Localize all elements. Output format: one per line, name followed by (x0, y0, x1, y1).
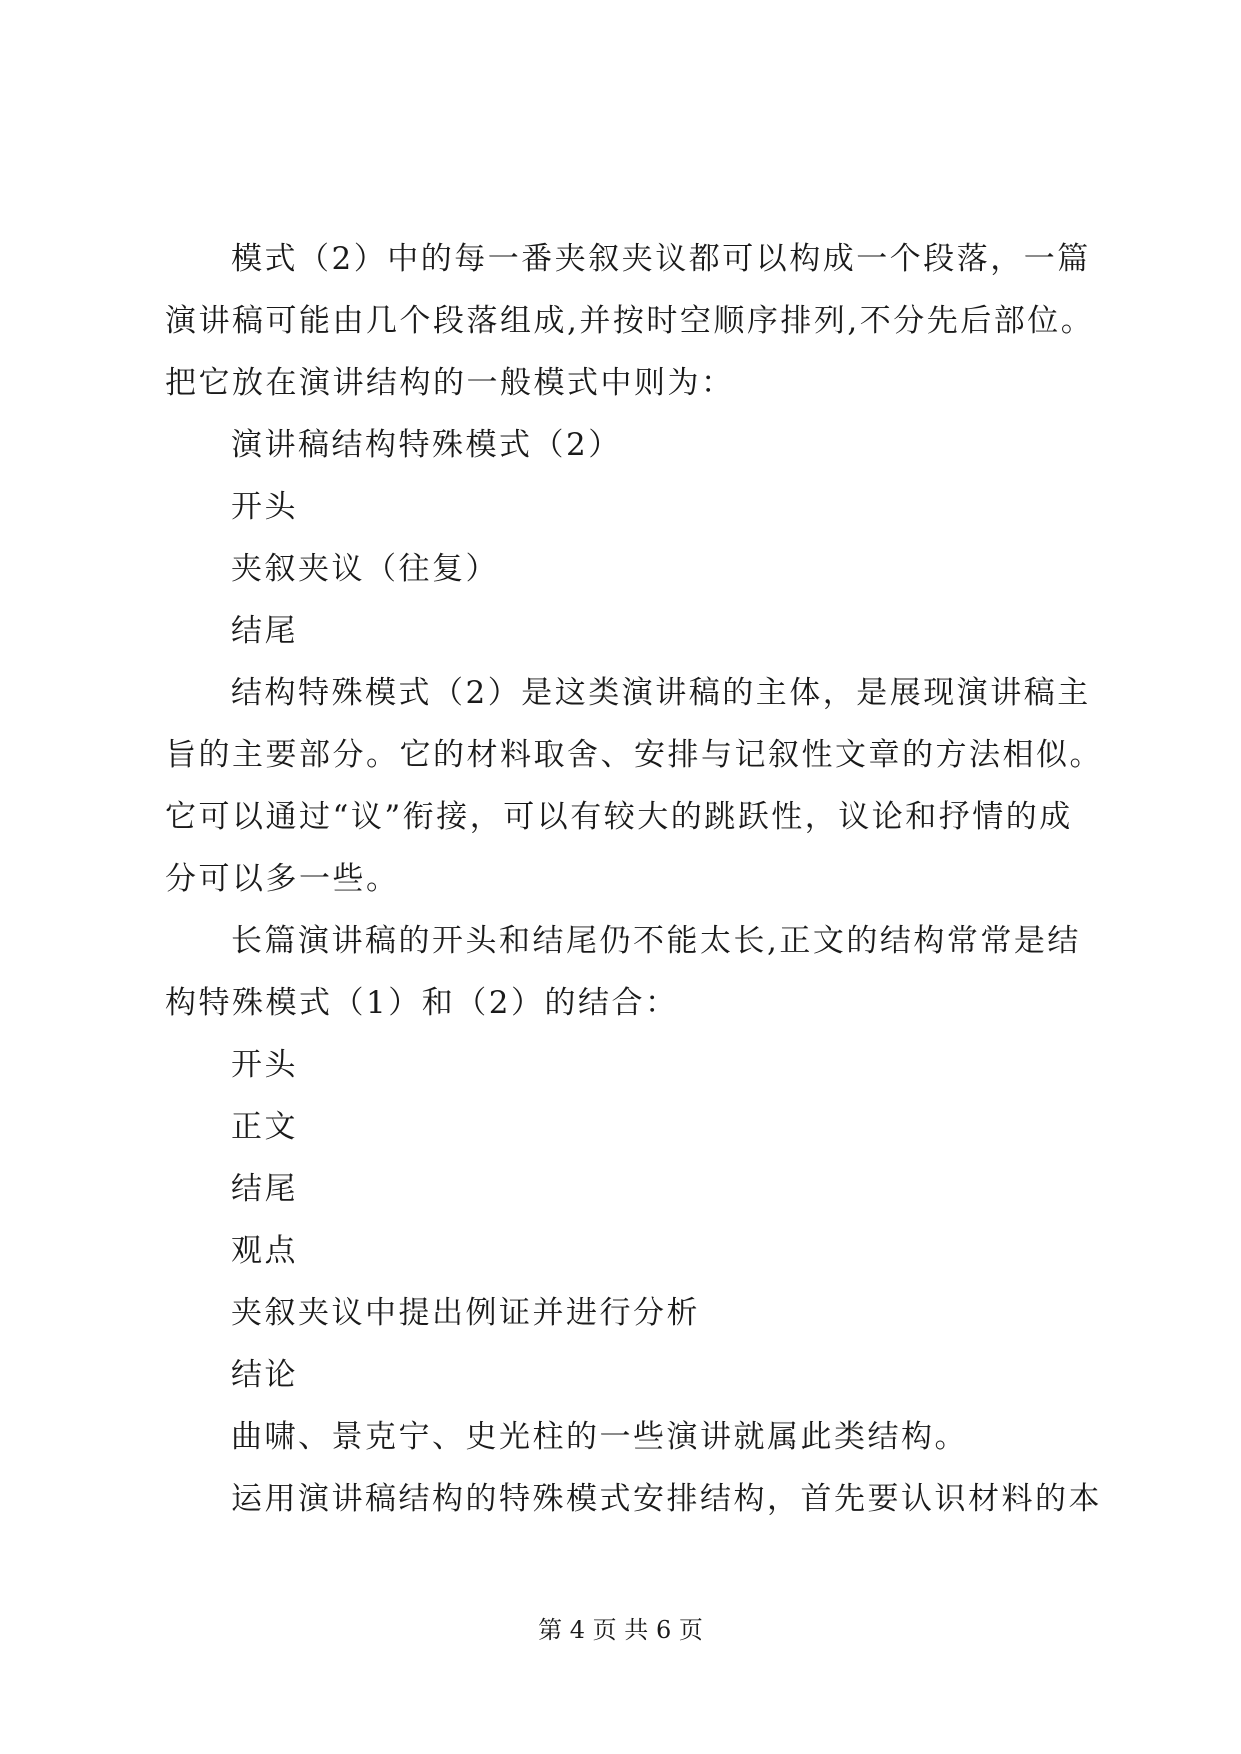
paragraph-line: 长篇演讲稿的开头和结尾仍不能太长,正文的结构常常是结 (231, 923, 1081, 959)
structure-item: 结论 (231, 1357, 298, 1393)
paragraph-line: 把它放在演讲结构的一般模式中则为： (165, 365, 735, 401)
structure-item: 结尾 (231, 613, 298, 649)
structure-item: 开头 (231, 489, 298, 525)
structure-item: 观点 (231, 1233, 298, 1269)
structure-item: 结尾 (231, 1171, 298, 1207)
structure-heading: 演讲稿结构特殊模式（2） (231, 427, 622, 463)
paragraph-line: 构特殊模式（1）和（2）的结合： (165, 985, 679, 1021)
page-number-footer: 第 4 页 共 6 页 (538, 1616, 703, 1644)
paragraph-line: 分可以多一些。 (165, 861, 400, 897)
structure-item: 开头 (231, 1047, 298, 1083)
paragraph-line: 曲啸、景克宁、史光柱的一些演讲就属此类结构。 (231, 1419, 968, 1455)
document-body (165, 228, 1103, 1530)
paragraph-line: 模式（2）中的每一番夹叙夹议都可以构成一个段落，一篇 (231, 241, 1091, 277)
structure-item: 正文 (231, 1109, 298, 1145)
paragraph-line: 演讲稿可能由几个段落组成,并按时空顺序排列,不分先后部位。 (165, 303, 1095, 339)
paragraph-line: 结构特殊模式（2）是这类演讲稿的主体，是展现演讲稿主 (231, 675, 1091, 711)
paragraph-line: 它可以通过“议”衔接，可以有较大的跳跃性，议论和抒情的成 (165, 799, 1073, 835)
paragraph-line: 运用演讲稿结构的特殊模式安排结构，首先要认识材料的本 (231, 1481, 1102, 1517)
paragraph-line: 旨的主要部分。它的材料取舍、安排与记叙性文章的方法相似。 (165, 737, 1103, 773)
structure-item: 夹叙夹议（往复） (231, 551, 499, 587)
structure-item: 夹叙夹议中提出例证并进行分析 (231, 1295, 700, 1331)
